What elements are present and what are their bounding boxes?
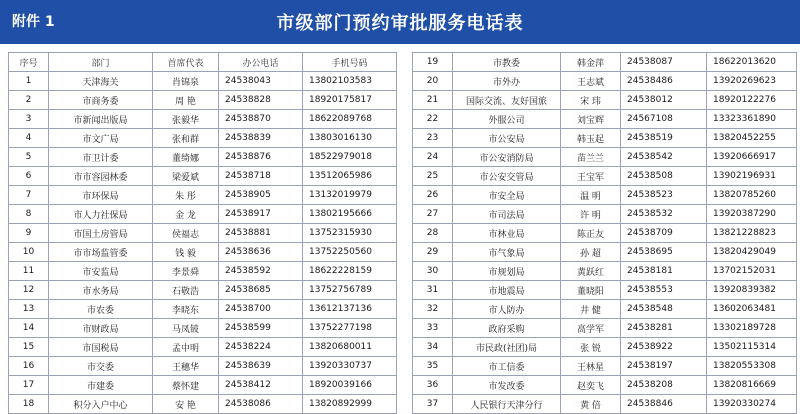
row-index: 1 [9, 72, 49, 91]
row-index: 25 [413, 167, 453, 186]
chief-representative: 王志斌 [561, 72, 621, 91]
mobile-phone: 13702152031 [707, 262, 797, 281]
chief-representative: 井 健 [561, 300, 621, 319]
page-header [0, 0, 800, 44]
chief-representative: 高学军 [561, 319, 621, 338]
mobile-phone: 18920175817 [303, 91, 397, 110]
office-phone: 24538695 [621, 243, 707, 262]
row-index: 22 [413, 110, 453, 129]
table-row [413, 376, 797, 395]
mobile-phone: 18622013620 [707, 53, 797, 72]
table-header-row [9, 53, 397, 72]
department-name: 市林业局 [453, 224, 561, 243]
chief-representative: 宋 玮 [561, 91, 621, 110]
department-name: 市环保局 [49, 186, 153, 205]
office-phone: 24538685 [219, 281, 303, 300]
table-row [9, 300, 397, 319]
office-phone: 24538839 [219, 129, 303, 148]
table-row [413, 262, 797, 281]
row-index: 27 [413, 205, 453, 224]
chief-representative: 韩金萍 [561, 53, 621, 72]
row-index: 19 [413, 53, 453, 72]
chief-representative: 王穗华 [153, 357, 219, 376]
department-name: 政府采购 [453, 319, 561, 338]
page-title: 市级部门预约审批服务电话表 [276, 13, 524, 34]
office-phone: 24567108 [621, 110, 707, 129]
chief-representative: 黄跃红 [561, 262, 621, 281]
table-row [9, 91, 397, 110]
department-name: 市卫计委 [49, 148, 153, 167]
column-header-representative: 首席代表 [153, 53, 219, 72]
chief-representative: 黄 倍 [561, 395, 621, 414]
table-row [9, 376, 397, 395]
mobile-phone: 13820785260 [707, 186, 797, 205]
table-row [413, 148, 797, 167]
row-index: 6 [9, 167, 49, 186]
table-row [413, 319, 797, 338]
chief-representative: 蔡怀建 [153, 376, 219, 395]
office-phone: 24538197 [621, 357, 707, 376]
chief-representative: 董绮娜 [153, 148, 219, 167]
mobile-phone: 13920269623 [707, 72, 797, 91]
table-row [413, 224, 797, 243]
chief-representative: 石敬浩 [153, 281, 219, 300]
mobile-phone: 13920839382 [707, 281, 797, 300]
row-index: 31 [413, 281, 453, 300]
mobile-phone: 13132019979 [303, 186, 397, 205]
department-name: 市司法局 [453, 205, 561, 224]
mobile-phone: 13920387290 [707, 205, 797, 224]
chief-representative: 孟中明 [153, 338, 219, 357]
row-index: 21 [413, 91, 453, 110]
department-name: 市工信委 [453, 357, 561, 376]
chief-representative: 许 明 [561, 205, 621, 224]
chief-representative: 王宝军 [561, 167, 621, 186]
row-index: 17 [9, 376, 49, 395]
office-phone: 24538532 [621, 205, 707, 224]
mobile-phone: 13820452255 [707, 129, 797, 148]
column-header-department: 部门 [49, 53, 153, 72]
department-name: 市财政局 [49, 319, 153, 338]
office-phone: 24538508 [621, 167, 707, 186]
mobile-phone: 18622228159 [303, 262, 397, 281]
table-row [9, 319, 397, 338]
mobile-phone: 13820680011 [303, 338, 397, 357]
table-row [413, 110, 797, 129]
chief-representative: 张 锐 [561, 338, 621, 357]
table-row [413, 357, 797, 376]
chief-representative: 朱 彤 [153, 186, 219, 205]
column-header-office-phone: 办公电话 [219, 53, 303, 72]
department-name: 市安监局 [49, 262, 153, 281]
row-index: 13 [9, 300, 49, 319]
chief-representative: 孙 超 [561, 243, 621, 262]
table-row [9, 110, 397, 129]
department-name: 市规划局 [453, 262, 561, 281]
table-row [413, 243, 797, 262]
department-name: 市文广局 [49, 129, 153, 148]
column-header-index: 序号 [9, 53, 49, 72]
row-index: 34 [413, 338, 453, 357]
row-index: 26 [413, 186, 453, 205]
table-row [9, 262, 397, 281]
department-name: 市交委 [49, 357, 153, 376]
chief-representative: 肖锦泉 [153, 72, 219, 91]
mobile-phone: 13821228823 [707, 224, 797, 243]
row-index: 2 [9, 91, 49, 110]
row-index: 36 [413, 376, 453, 395]
mobile-phone: 13902196931 [707, 167, 797, 186]
chief-representative: 苗兰兰 [561, 148, 621, 167]
row-index: 18 [9, 395, 49, 414]
row-index: 9 [9, 224, 49, 243]
table-row [9, 224, 397, 243]
mobile-phone: 13820816669 [707, 376, 797, 395]
table-row [9, 72, 397, 91]
row-index: 10 [9, 243, 49, 262]
row-index: 12 [9, 281, 49, 300]
department-name: 市教委 [453, 53, 561, 72]
office-phone: 24538553 [621, 281, 707, 300]
mobile-phone: 13752315930 [303, 224, 397, 243]
table-row [413, 91, 797, 110]
chief-representative: 韩玉起 [561, 129, 621, 148]
mobile-phone: 13612137136 [303, 300, 397, 319]
mobile-phone: 13752756789 [303, 281, 397, 300]
table-row [413, 167, 797, 186]
chief-representative: 钱 毅 [153, 243, 219, 262]
department-name: 市建委 [49, 376, 153, 395]
chief-representative: 王林星 [561, 357, 621, 376]
department-name: 市人力社保局 [49, 205, 153, 224]
column-header-mobile: 手机号码 [303, 53, 397, 72]
row-index: 24 [413, 148, 453, 167]
office-phone: 24538087 [621, 53, 707, 72]
table-row [9, 281, 397, 300]
office-phone: 24538870 [219, 110, 303, 129]
table-row [413, 395, 797, 414]
table-row [413, 281, 797, 300]
mobile-phone: 18920122276 [707, 91, 797, 110]
row-index: 23 [413, 129, 453, 148]
office-phone: 24538592 [219, 262, 303, 281]
row-index: 35 [413, 357, 453, 376]
mobile-phone: 13920330737 [303, 357, 397, 376]
chief-representative: 温 明 [561, 186, 621, 205]
table-row [9, 338, 397, 357]
office-phone: 24538846 [621, 395, 707, 414]
department-name: 市公安局 [453, 129, 561, 148]
department-name: 市市场监管委 [49, 243, 153, 262]
chief-representative: 周 艳 [153, 91, 219, 110]
office-phone: 24538700 [219, 300, 303, 319]
table-row [9, 243, 397, 262]
office-phone: 24538718 [219, 167, 303, 186]
table-row [9, 395, 397, 414]
chief-representative: 刘宝辉 [561, 110, 621, 129]
row-index: 20 [413, 72, 453, 91]
chief-representative: 金 龙 [153, 205, 219, 224]
office-phone: 24538012 [621, 91, 707, 110]
table-row [9, 129, 397, 148]
row-index: 29 [413, 243, 453, 262]
department-name: 市地震局 [453, 281, 561, 300]
table-row [9, 205, 397, 224]
table-row [9, 357, 397, 376]
mobile-phone: 13752277198 [303, 319, 397, 338]
mobile-phone: 18920039166 [303, 376, 397, 395]
mobile-phone: 13602063481 [707, 300, 797, 319]
mobile-phone: 13323361890 [707, 110, 797, 129]
mobile-phone: 13920330274 [707, 395, 797, 414]
department-name: 市发改委 [453, 376, 561, 395]
attachment-label: 附件 1 [12, 14, 55, 30]
mobile-phone: 18522979018 [303, 148, 397, 167]
mobile-phone: 13920666917 [707, 148, 797, 167]
mobile-phone: 13512065986 [303, 167, 397, 186]
mobile-phone: 18622089768 [303, 110, 397, 129]
chief-representative: 赵奕飞 [561, 376, 621, 395]
row-index: 28 [413, 224, 453, 243]
office-phone: 24538486 [621, 72, 707, 91]
department-name: 市新闻出版局 [49, 110, 153, 129]
department-name: 市市容园林委 [49, 167, 153, 186]
chief-representative: 陈正友 [561, 224, 621, 243]
table-row [9, 186, 397, 205]
row-index: 8 [9, 205, 49, 224]
chief-representative: 马凤铍 [153, 319, 219, 338]
department-name: 市公安消防局 [453, 148, 561, 167]
chief-representative: 张和群 [153, 129, 219, 148]
table-row [9, 148, 397, 167]
mobile-phone: 13802103583 [303, 72, 397, 91]
department-name: 市国土房管局 [49, 224, 153, 243]
row-index: 14 [9, 319, 49, 338]
table-row [413, 338, 797, 357]
department-name: 市农委 [49, 300, 153, 319]
chief-representative: 张毅华 [153, 110, 219, 129]
chief-representative: 李晓东 [153, 300, 219, 319]
table-row [413, 72, 797, 91]
department-name: 市国税局 [49, 338, 153, 357]
office-phone: 24538881 [219, 224, 303, 243]
mobile-phone: 13803016130 [303, 129, 397, 148]
department-name: 市人防办 [453, 300, 561, 319]
mobile-phone: 13752250560 [303, 243, 397, 262]
table-row [9, 167, 397, 186]
mobile-phone: 13820892999 [303, 395, 397, 414]
office-phone: 24538917 [219, 205, 303, 224]
department-name: 市外办 [453, 72, 561, 91]
row-index: 4 [9, 129, 49, 148]
department-name: 市安全局 [453, 186, 561, 205]
phone-table-right [412, 52, 797, 414]
row-index: 30 [413, 262, 453, 281]
table-row [413, 186, 797, 205]
office-phone: 24538828 [219, 91, 303, 110]
row-index: 32 [413, 300, 453, 319]
office-phone: 24538224 [219, 338, 303, 357]
mobile-phone: 13302189728 [707, 319, 797, 338]
department-name: 国际交流、友好国旅 [453, 91, 561, 110]
department-name: 市公安交管局 [453, 167, 561, 186]
office-phone: 24538181 [621, 262, 707, 281]
mobile-phone: 13820429049 [707, 243, 797, 262]
department-name: 天津海关 [49, 72, 153, 91]
department-name: 市民政(社团)局 [453, 338, 561, 357]
office-phone: 24538208 [621, 376, 707, 395]
row-index: 3 [9, 110, 49, 129]
row-index: 15 [9, 338, 49, 357]
department-name: 积分入户中心 [49, 395, 153, 414]
mobile-phone: 13802195666 [303, 205, 397, 224]
department-name: 市水务局 [49, 281, 153, 300]
office-phone: 24538636 [219, 243, 303, 262]
office-phone: 24538876 [219, 148, 303, 167]
row-index: 5 [9, 148, 49, 167]
office-phone: 24538639 [219, 357, 303, 376]
mobile-phone: 13502115314 [707, 338, 797, 357]
office-phone: 24538412 [219, 376, 303, 395]
row-index: 11 [9, 262, 49, 281]
table-row [413, 205, 797, 224]
office-phone: 24538548 [621, 300, 707, 319]
office-phone: 24538922 [621, 338, 707, 357]
chief-representative: 安 艳 [153, 395, 219, 414]
table-row [413, 129, 797, 148]
department-name: 人民银行天津分行 [453, 395, 561, 414]
office-phone: 24538086 [219, 395, 303, 414]
office-phone: 24538519 [621, 129, 707, 148]
office-phone: 24538542 [621, 148, 707, 167]
office-phone: 24538043 [219, 72, 303, 91]
office-phone: 24538709 [621, 224, 707, 243]
row-index: 16 [9, 357, 49, 376]
row-index: 33 [413, 319, 453, 338]
office-phone: 24538905 [219, 186, 303, 205]
office-phone: 24538599 [219, 319, 303, 338]
chief-representative: 梁爱斌 [153, 167, 219, 186]
phone-table-left [8, 52, 397, 414]
office-phone: 24538281 [621, 319, 707, 338]
chief-representative: 李景舜 [153, 262, 219, 281]
table-row [413, 300, 797, 319]
row-index: 37 [413, 395, 453, 414]
row-index: 7 [9, 186, 49, 205]
chief-representative: 侯福志 [153, 224, 219, 243]
mobile-phone: 13820553308 [707, 357, 797, 376]
office-phone: 24538523 [621, 186, 707, 205]
chief-representative: 董晓阳 [561, 281, 621, 300]
department-name: 市商务委 [49, 91, 153, 110]
table-row [413, 53, 797, 72]
department-name: 市气象局 [453, 243, 561, 262]
department-name: 外服公司 [453, 110, 561, 129]
